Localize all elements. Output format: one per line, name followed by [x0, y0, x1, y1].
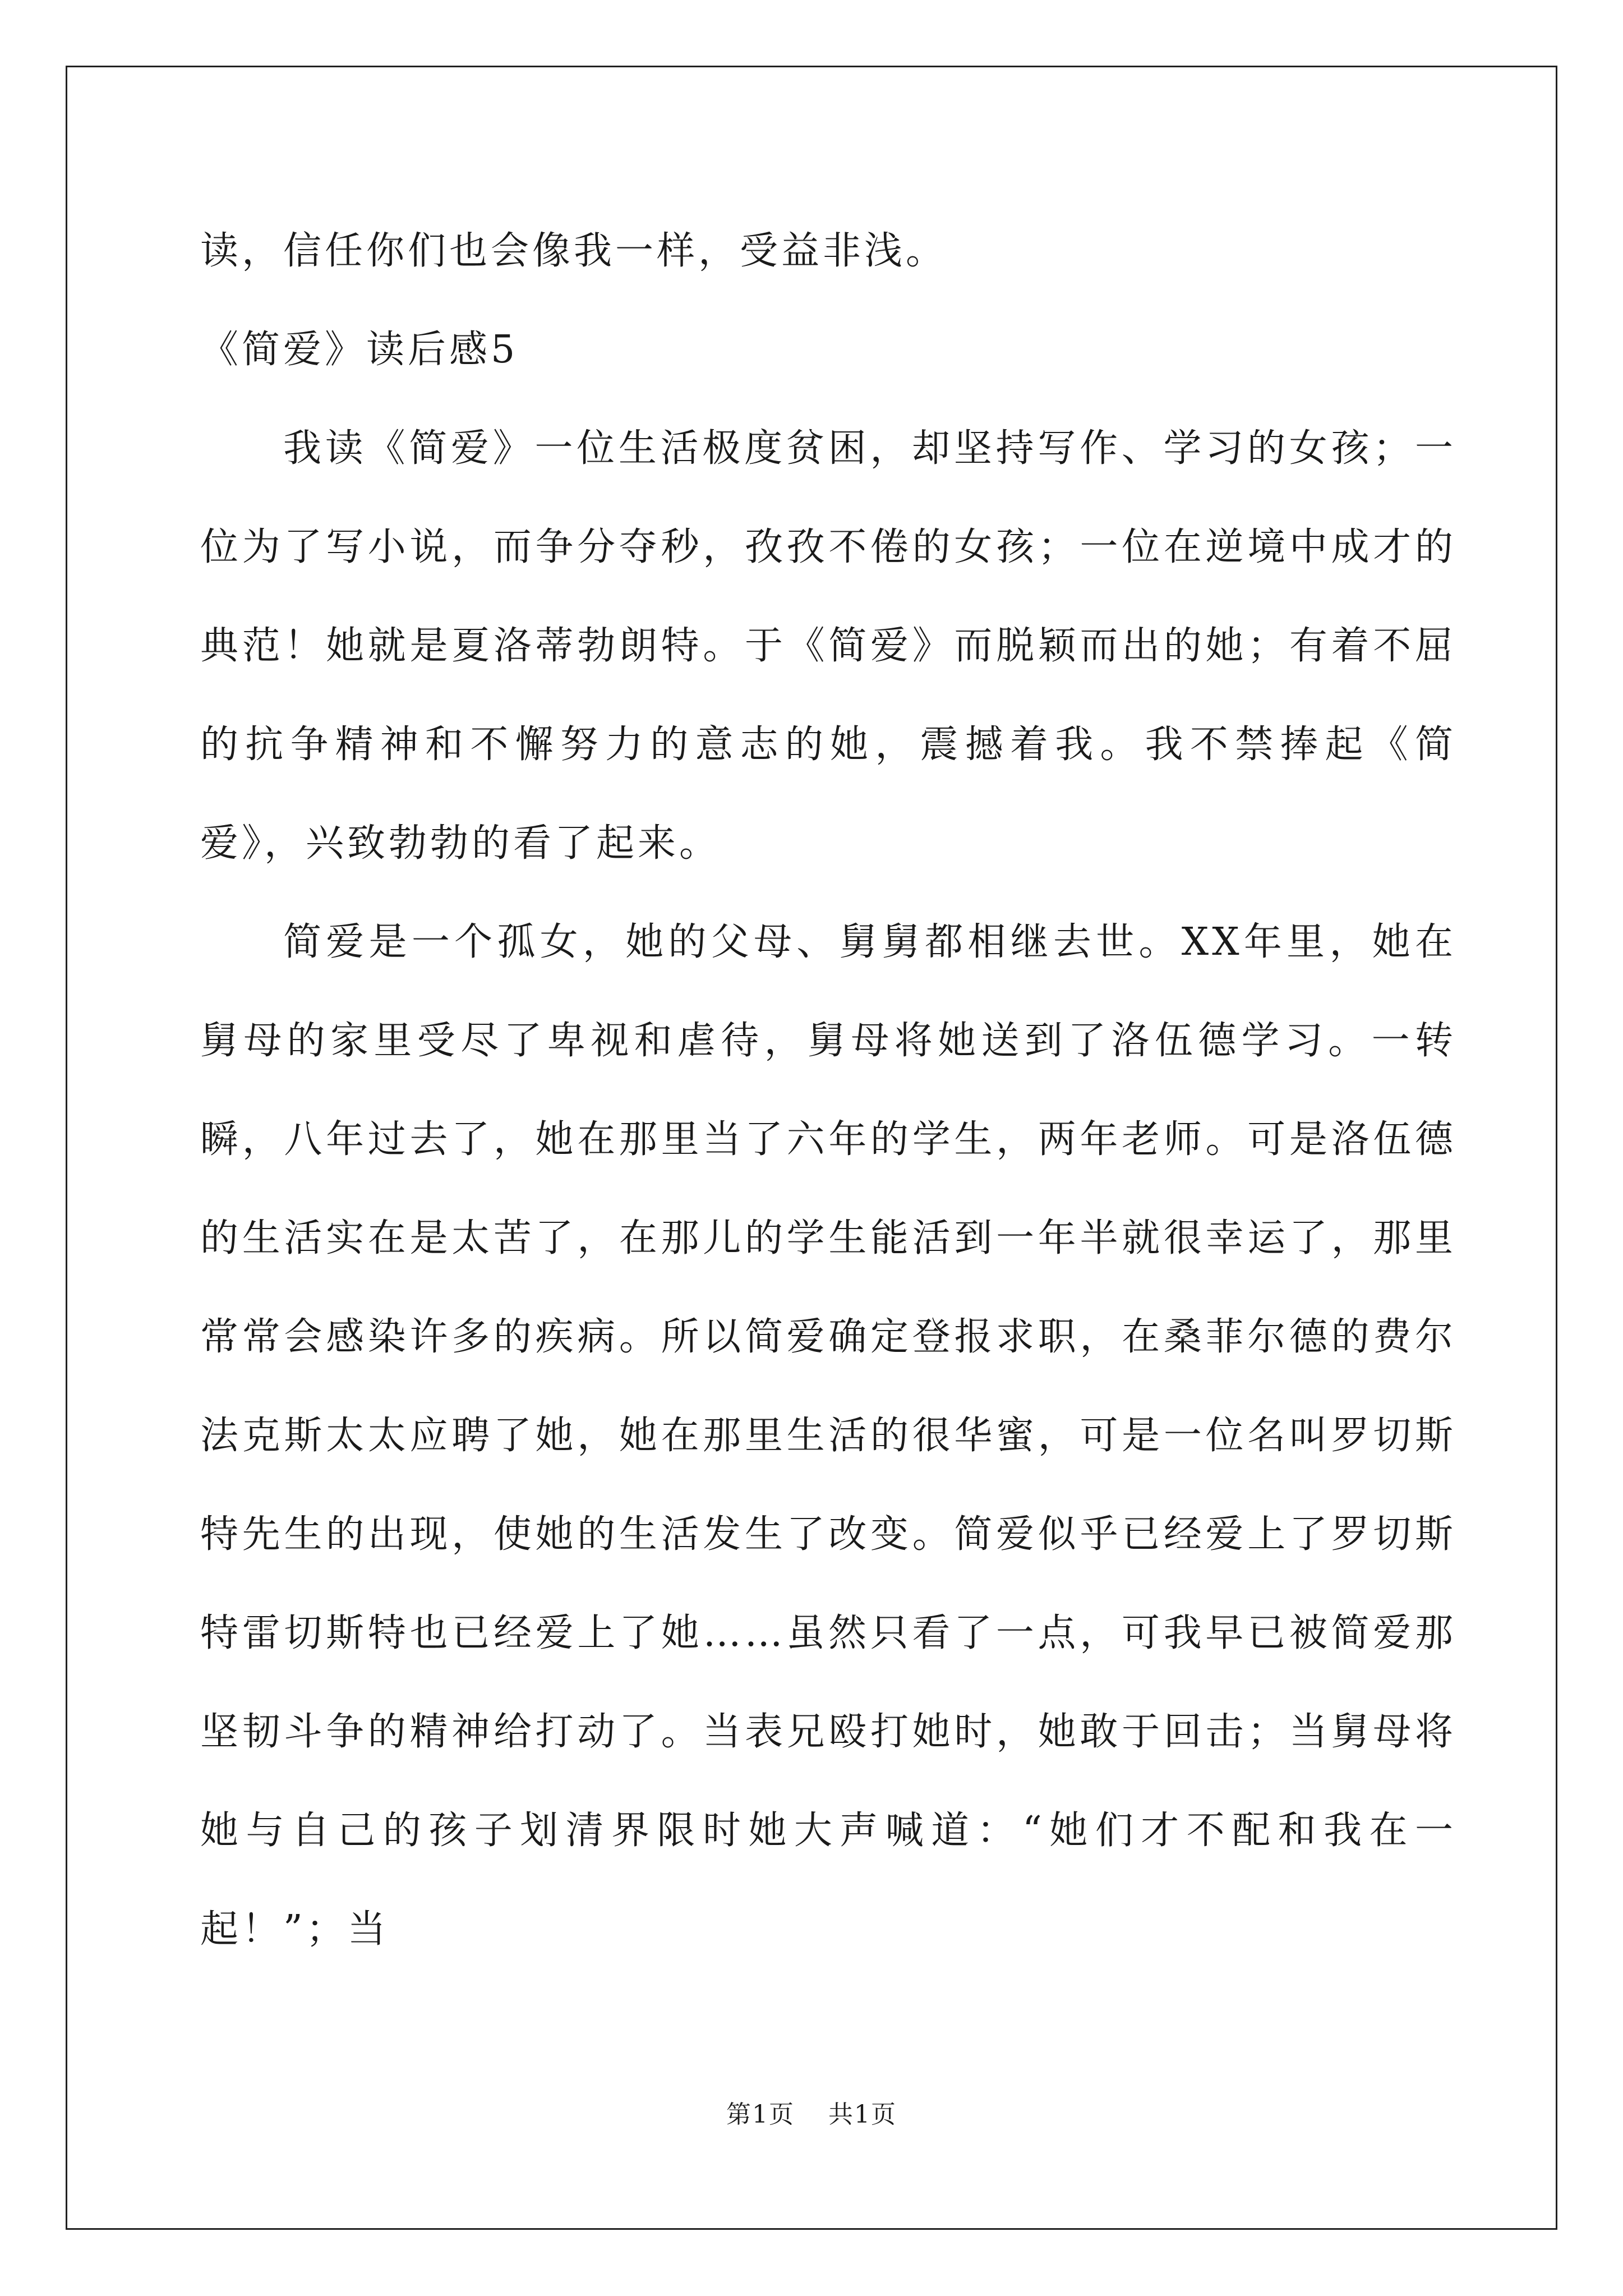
paragraph: 简爱是一个孤女，她的父母、舅舅都相继去世。XX年里，她在舅母的家里受尽了卑视和虐待，舅母将她送到了洛伍德学习。一转瞬，八年过去了，她在那里当了六年的学生，两年老师。可是洛伍德的生活实在是太苦了，在那儿的学生能活到一年半就很幸运了，那里常常会感染许多的疾病。所以简爱确定登报求职，在桑菲尔德的费尔法克斯太太应聘了她，她在那里生活的很华蜜，可是一位名叫罗切斯特先生的出现，使她的生活发生了改变。简爱似乎已经爱上了罗切斯特雷切斯特也已经爱上了她……虽然只看了一点，可我早已被简爱那坚韧斗争的精神给打动了。当表兄殴打她时，她敢于回击；当舅母将她与自己的孩子划清界限时她大声喊道：“她们才不配和我在一起！”；当: [200, 920, 1456, 1952]
paragraph: 我读《简爱》一位生活极度贫困，却坚持写作、学习的女孩；一位为了写小说，而争分夺秒，孜孜不倦的女孩；一位在逆境中成才的典范！她就是夏洛蒂勃朗特。于《简爱》而脱颖而出的她；有着不屈的抗争精神和不懈努力的意志的她，震撼着我。我不禁捧起《简爱》，兴致勃勃的看了起来。: [200, 426, 1456, 866]
document-body: [200, 202, 1456, 1979]
page-total: 共1页: [828, 2100, 897, 2129]
section-heading: 《简爱》读后感5: [200, 328, 519, 372]
page-number: 第1页: [726, 2100, 795, 2129]
page-footer: [0, 2098, 1623, 2132]
paragraph-continuation: 读，信任你们也会像我一样，受益非浅。: [200, 229, 948, 273]
